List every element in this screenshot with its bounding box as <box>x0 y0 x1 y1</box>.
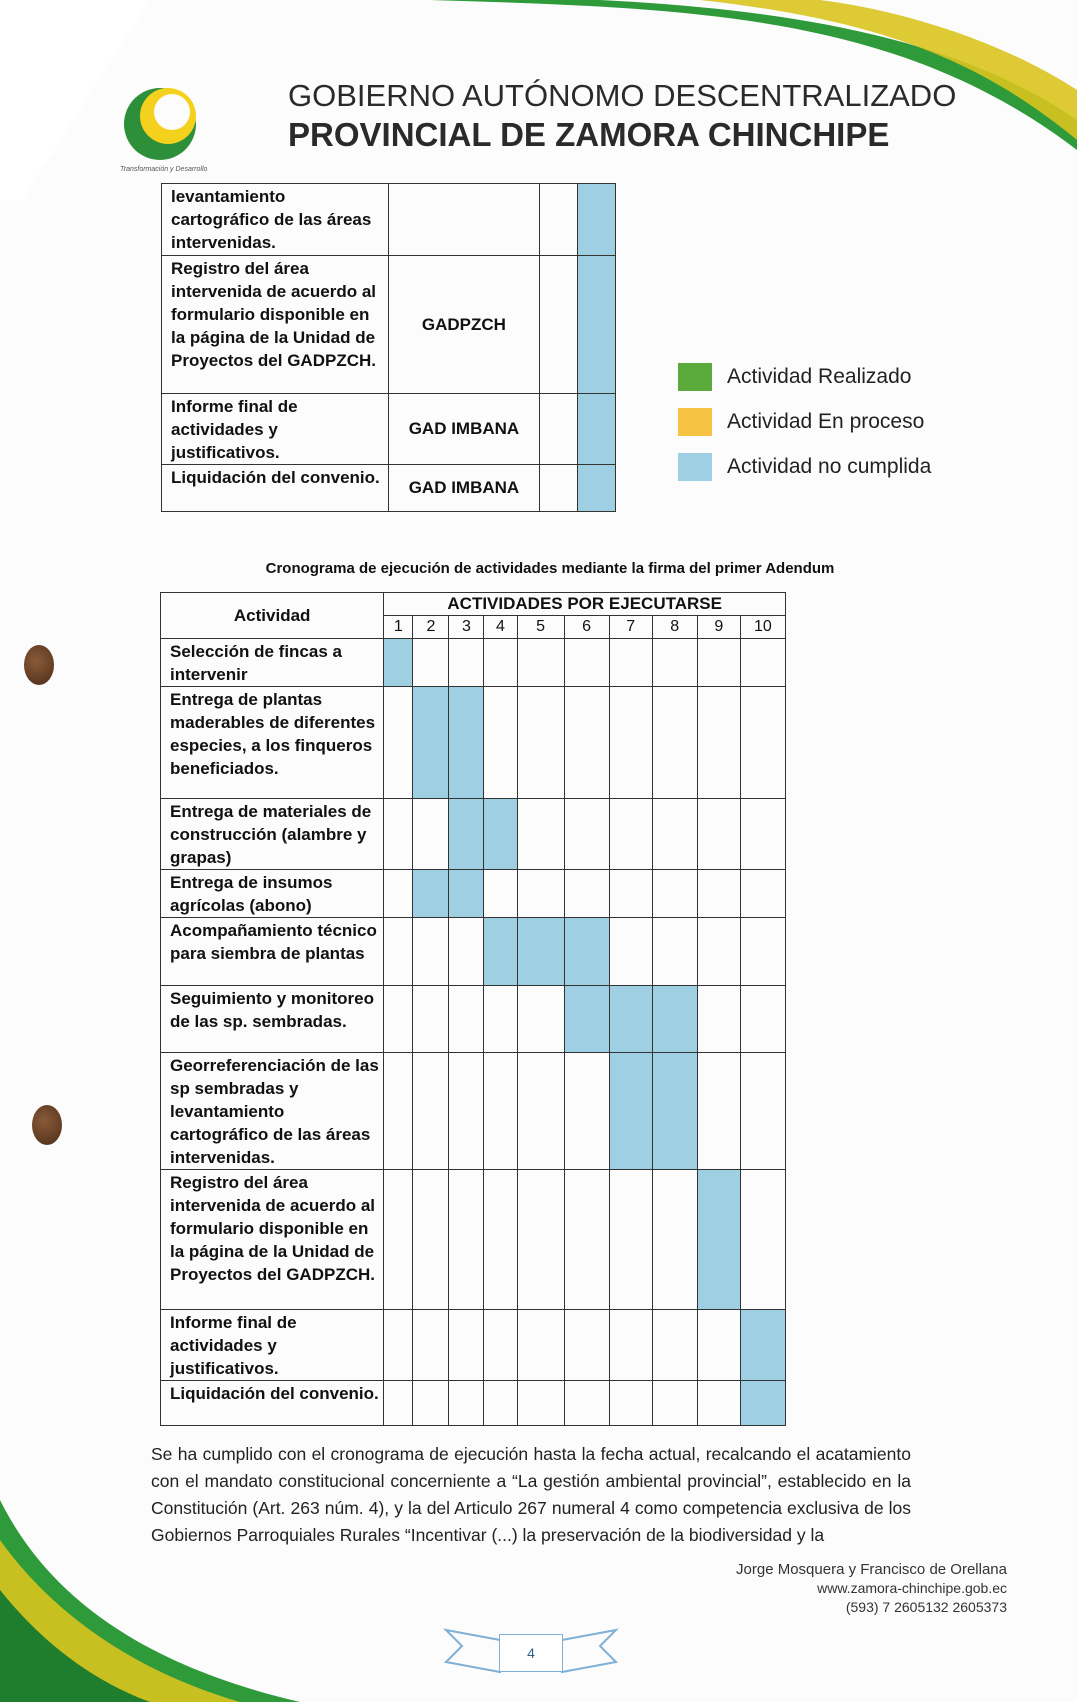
schedule-cell <box>609 1381 652 1426</box>
schedule-cell <box>564 918 609 986</box>
activity-cell: Seguimiento y monitoreo de las sp. sembradas. <box>161 986 384 1053</box>
table-row <box>161 639 786 687</box>
schedule-cell <box>517 1310 564 1381</box>
status-cell <box>578 256 616 394</box>
schedule-cell <box>652 1310 697 1381</box>
schedule-cell <box>652 799 697 870</box>
activity-cell: Selección de fincas a intervenir <box>161 639 384 687</box>
schedule-cell <box>413 1053 449 1170</box>
schedule-cell <box>740 918 785 986</box>
punch-hole <box>32 1105 62 1145</box>
schedule-cell <box>652 1170 697 1310</box>
table-row <box>161 870 786 918</box>
schedule-cell <box>484 1381 517 1426</box>
schedule-cell <box>449 1170 484 1310</box>
punch-hole <box>24 645 54 685</box>
schedule-cell <box>449 1310 484 1381</box>
logo-icon <box>112 76 208 166</box>
column-number: 10 <box>740 616 785 639</box>
table-row <box>161 799 786 870</box>
schedule-cell <box>384 687 413 799</box>
schedule-cell <box>517 1053 564 1170</box>
schedule-cell <box>449 918 484 986</box>
table-row <box>162 184 616 256</box>
legend-swatch-en-proceso <box>678 408 712 436</box>
schedule-cell <box>517 639 564 687</box>
schedule-cell <box>484 918 517 986</box>
responsible-cell: GAD IMBANA <box>388 394 540 465</box>
page-header <box>288 78 1008 154</box>
schedule-cell <box>609 799 652 870</box>
table-row <box>161 1381 786 1426</box>
status-cell <box>578 394 616 465</box>
table-row <box>162 394 616 465</box>
column-number: 5 <box>517 616 564 639</box>
schedule-cell <box>484 1053 517 1170</box>
table-row <box>161 1310 786 1381</box>
schedule-cell <box>564 1053 609 1170</box>
schedule-cell <box>740 986 785 1053</box>
schedule-cell <box>484 639 517 687</box>
table-row <box>161 1170 786 1310</box>
schedule-cell <box>413 1310 449 1381</box>
schedule-cell <box>697 639 740 687</box>
schedule-cell <box>740 799 785 870</box>
legend-label: Actividad Realizado <box>727 364 912 388</box>
schedule-cell <box>609 986 652 1053</box>
schedule-cell <box>484 870 517 918</box>
schedule-cell <box>697 1381 740 1426</box>
schedule-cell <box>609 1170 652 1310</box>
legend-item <box>678 444 931 489</box>
column-number: 9 <box>697 616 740 639</box>
schedule-cell <box>697 918 740 986</box>
schedule-cell <box>517 799 564 870</box>
activity-cell: Registro del área intervenida de acuerdo al formulario disponible en la página de la Unidad de Proyectos del GADPZCH. <box>161 1170 384 1310</box>
group-header: ACTIVIDADES POR EJECUTARSE <box>384 593 786 616</box>
table-row <box>161 1053 786 1170</box>
schedule-cell <box>413 918 449 986</box>
schedule-cell <box>484 986 517 1053</box>
legend-item <box>678 354 931 399</box>
table-row <box>161 986 786 1053</box>
schedule-cell <box>740 687 785 799</box>
schedule-cell <box>697 799 740 870</box>
schedule-cell <box>384 1170 413 1310</box>
activity-cell: Entrega de materiales de construcción (alambre y grapas) <box>161 799 384 870</box>
column-number: 4 <box>484 616 517 639</box>
footer-address: Jorge Mosquera y Francisco de Orellana <box>736 1561 1007 1578</box>
activity-cell: Entrega de insumos agrícolas (abono) <box>161 870 384 918</box>
schedule-cell <box>449 986 484 1053</box>
schedule-cell <box>484 799 517 870</box>
activity-cell: Informe final de actividades y justificativos. <box>162 394 389 465</box>
schedule-cell <box>564 1170 609 1310</box>
schedule-cell <box>517 986 564 1053</box>
schedule-cell <box>740 1170 785 1310</box>
schedule-cell <box>609 1310 652 1381</box>
schedule-cell <box>517 1381 564 1426</box>
legend-item <box>678 399 931 444</box>
schedule-cell <box>413 639 449 687</box>
schedule-cell <box>564 1310 609 1381</box>
schedule-cell <box>652 870 697 918</box>
schedule-cell <box>384 986 413 1053</box>
schedule-cell <box>384 870 413 918</box>
activity-cell: Liquidación del convenio. <box>161 1381 384 1426</box>
column-number: 6 <box>564 616 609 639</box>
header-line-2: PROVINCIAL DE ZAMORA CHINCHIPE <box>288 116 890 153</box>
schedule-cell <box>697 986 740 1053</box>
schedule-cell <box>413 986 449 1053</box>
schedule-cell <box>697 870 740 918</box>
schedule-cell <box>697 1310 740 1381</box>
schedule-cell <box>740 639 785 687</box>
schedule-cell <box>413 1381 449 1426</box>
schedule-cell <box>740 1310 785 1381</box>
schedule-cell <box>517 1170 564 1310</box>
schedule-cell <box>449 1053 484 1170</box>
logo-caption: Transformación y Desarrollo <box>120 166 208 173</box>
schedule-cell <box>413 870 449 918</box>
schedule-cell <box>384 1310 413 1381</box>
activity-cell: Registro del área intervenida de acuerdo al formulario disponible en la página de la Unidad de Proyectos del GADPZCH. <box>162 256 389 394</box>
status-cell <box>578 465 616 512</box>
schedule-cell <box>484 1310 517 1381</box>
schedule-cell <box>449 799 484 870</box>
schedule-cell <box>413 799 449 870</box>
table-row <box>162 465 616 512</box>
schedule-cell <box>449 870 484 918</box>
footer-website: www.zamora-chinchipe.gob.ec <box>817 1580 1007 1596</box>
schedule-cell <box>413 687 449 799</box>
activity-cell: Entrega de plantas maderables de diferentes especies, a los finqueros beneficiados. <box>161 687 384 799</box>
schedule-cell <box>609 687 652 799</box>
schedule-cell <box>697 1053 740 1170</box>
schedule-cell <box>697 687 740 799</box>
activity-cell: Liquidación del convenio. <box>162 465 389 512</box>
header-line-1: GOBIERNO AUTÓNOMO DESCENTRALIZADO <box>288 78 957 113</box>
schedule-cell <box>740 1381 785 1426</box>
schedule-header-row <box>161 593 786 616</box>
schedule-cell <box>384 918 413 986</box>
schedule-cell <box>564 870 609 918</box>
legend-label: Actividad En proceso <box>727 409 925 433</box>
legend-swatch-no-cumplida <box>678 453 712 481</box>
activity-cell: levantamiento cartográfico de las áreas intervenidas. <box>162 184 389 256</box>
table-row <box>161 687 786 799</box>
schedule-cell <box>740 1053 785 1170</box>
schedule-cell <box>564 1381 609 1426</box>
schedule-cell <box>484 687 517 799</box>
table-row <box>162 256 616 394</box>
schedule-cell <box>652 986 697 1053</box>
schedule-cell <box>517 687 564 799</box>
schedule-cell <box>652 687 697 799</box>
schedule-cell <box>652 1381 697 1426</box>
schedule-cell <box>413 1170 449 1310</box>
schedule-cell <box>384 1053 413 1170</box>
responsible-cell <box>388 184 540 256</box>
column-number: 7 <box>609 616 652 639</box>
schedule-cell <box>652 1053 697 1170</box>
table-row <box>161 918 786 986</box>
schedule-cell <box>384 639 413 687</box>
schedule-cell <box>449 687 484 799</box>
schedule-cell <box>609 1053 652 1170</box>
schedule-cell <box>564 799 609 870</box>
schedule-cell <box>652 918 697 986</box>
schedule-caption: Cronograma de ejecución de actividades mediante la firma del primer Adendum <box>265 560 835 577</box>
status-cell <box>578 184 616 256</box>
schedule-cell <box>384 799 413 870</box>
activity-cell: Georreferenciación de las sp sembradas y levantamiento cartográfico de las áreas intervenidas. <box>161 1053 384 1170</box>
responsible-cell: GAD IMBANA <box>388 465 540 512</box>
schedule-cell <box>740 870 785 918</box>
legend-label: Actividad no cumplida <box>727 454 932 478</box>
schedule-cell <box>609 918 652 986</box>
footer-phone: (593) 7 2605132 2605373 <box>845 1599 1007 1615</box>
schedule-cell <box>384 1381 413 1426</box>
page-number: 4 <box>499 1634 563 1672</box>
legend <box>678 354 931 489</box>
responsible-cell: GADPZCH <box>388 256 540 394</box>
schedule-cell <box>449 1381 484 1426</box>
schedule-cell <box>517 870 564 918</box>
schedule-cell <box>697 1170 740 1310</box>
activity-header: Actividad <box>161 593 384 639</box>
schedule-cell <box>449 639 484 687</box>
column-number: 1 <box>384 616 413 639</box>
schedule-cell <box>564 687 609 799</box>
schedule-cell <box>564 639 609 687</box>
footer <box>736 1560 1007 1617</box>
schedule-cell <box>517 918 564 986</box>
body-paragraph: Se ha cumplido con el cronograma de ejecución hasta la fecha actual, recalcando el acatamiento con el mandato constitucional concerniente a “La gestión ambiental provincial”, establecido en la Constitución (Art. 263 núm. 4), y la del Articulo 267 numeral 4 como competencia exclusiva de los Gobiernos Parroquiales Rurales “Incentivar (...) la preservación de la biodiversidad y la <box>151 1444 911 1545</box>
schedule-cell <box>609 870 652 918</box>
column-number: 8 <box>652 616 697 639</box>
schedule-cell <box>484 1170 517 1310</box>
activity-cell: Informe final de actividades y justificativos. <box>161 1310 384 1381</box>
schedule-cell <box>609 639 652 687</box>
column-number: 3 <box>449 616 484 639</box>
schedule-cell <box>564 986 609 1053</box>
legend-swatch-realizado <box>678 363 712 391</box>
column-number: 2 <box>413 616 449 639</box>
top-table <box>161 183 616 512</box>
schedule-table <box>160 592 786 1426</box>
activity-cell: Acompañamiento técnico para siembra de plantas <box>161 918 384 986</box>
schedule-cell <box>652 639 697 687</box>
